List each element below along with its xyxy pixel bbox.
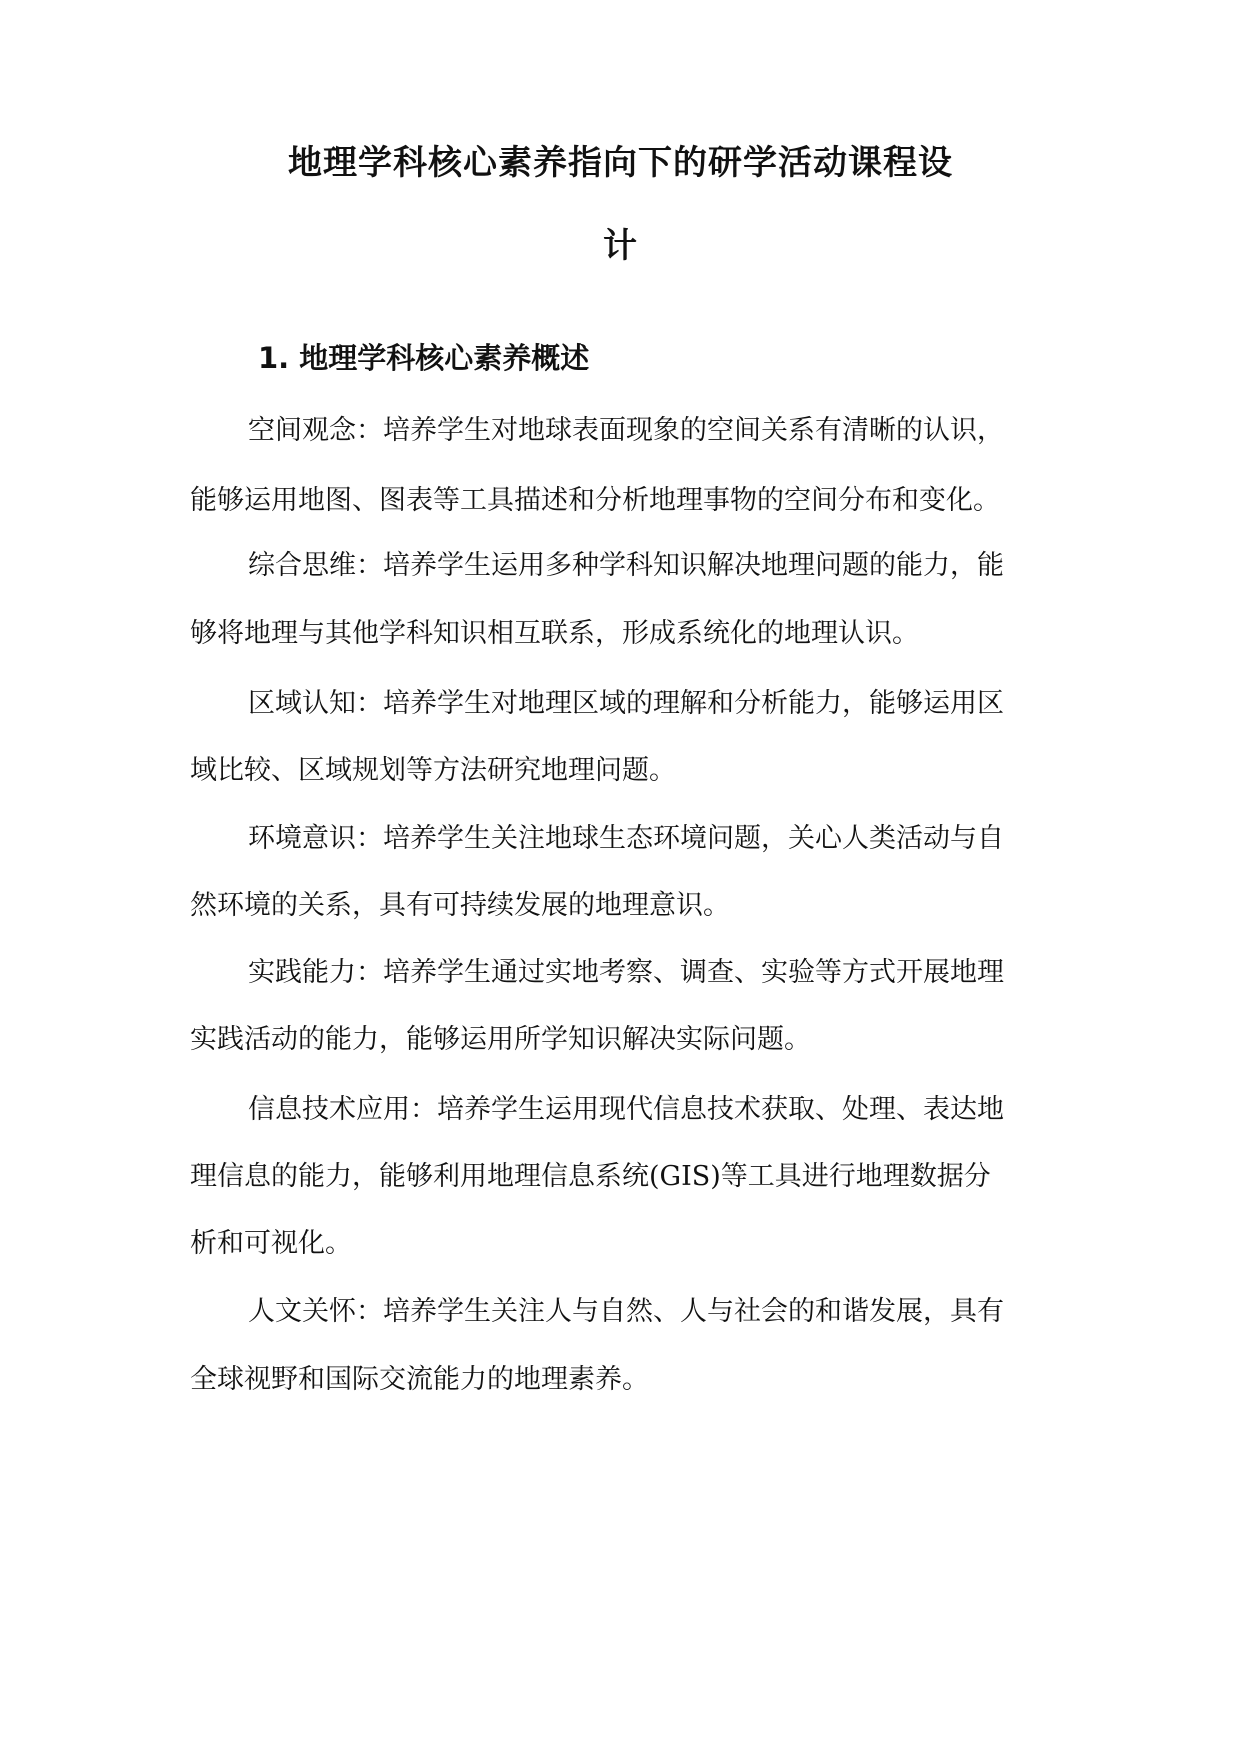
paragraph-line: 空间观念：培养学生对地球表面现象的空间关系有清晰的认识， — [248, 415, 1004, 446]
paragraph-line: 实践活动的能力，能够运用所学知识解决实际问题。 — [190, 1024, 811, 1055]
paragraph-line: 析和可视化。 — [190, 1228, 352, 1259]
paragraph-line: 能够运用地图、图表等工具描述和分析地理事物的空间分布和变化。 — [190, 485, 1000, 516]
paragraph-line: 理信息的能力，能够利用地理信息系统(GIS)等工具进行地理数据分 — [190, 1161, 991, 1192]
paragraph-line: 实践能力：培养学生通过实地考察、调查、实验等方式开展地理 — [248, 957, 1004, 988]
document-title-line-1: 地理学科核心素养指向下的研学活动课程设 — [288, 143, 953, 183]
paragraph-line: 然环境的关系，具有可持续发展的地理意识。 — [190, 890, 730, 921]
paragraph-line: 综合思维：培养学生运用多种学科知识解决地理问题的能力，能 — [248, 550, 1004, 581]
paragraph-line: 域比较、区域规划等方法研究地理问题。 — [190, 755, 676, 786]
paragraph-line: 环境意识：培养学生关注地球生态环境问题，关心人类活动与自 — [248, 823, 1004, 854]
paragraph-line: 够将地理与其他学科知识相互联系，形成系统化的地理认识。 — [190, 618, 919, 649]
section-heading: 1. 地理学科核心素养概述 — [258, 341, 590, 375]
paragraph-line: 区域认知：培养学生对地理区域的理解和分析能力，能够运用区 — [248, 688, 1004, 719]
paragraph-line: 信息技术应用：培养学生运用现代信息技术获取、处理、表达地 — [248, 1094, 1004, 1125]
paragraph-line: 全球视野和国际交流能力的地理素养。 — [190, 1364, 649, 1395]
paragraph-line: 人文关怀：培养学生关注人与自然、人与社会的和谐发展，具有 — [248, 1296, 1004, 1327]
document-title-line-2: 计 — [603, 226, 638, 266]
